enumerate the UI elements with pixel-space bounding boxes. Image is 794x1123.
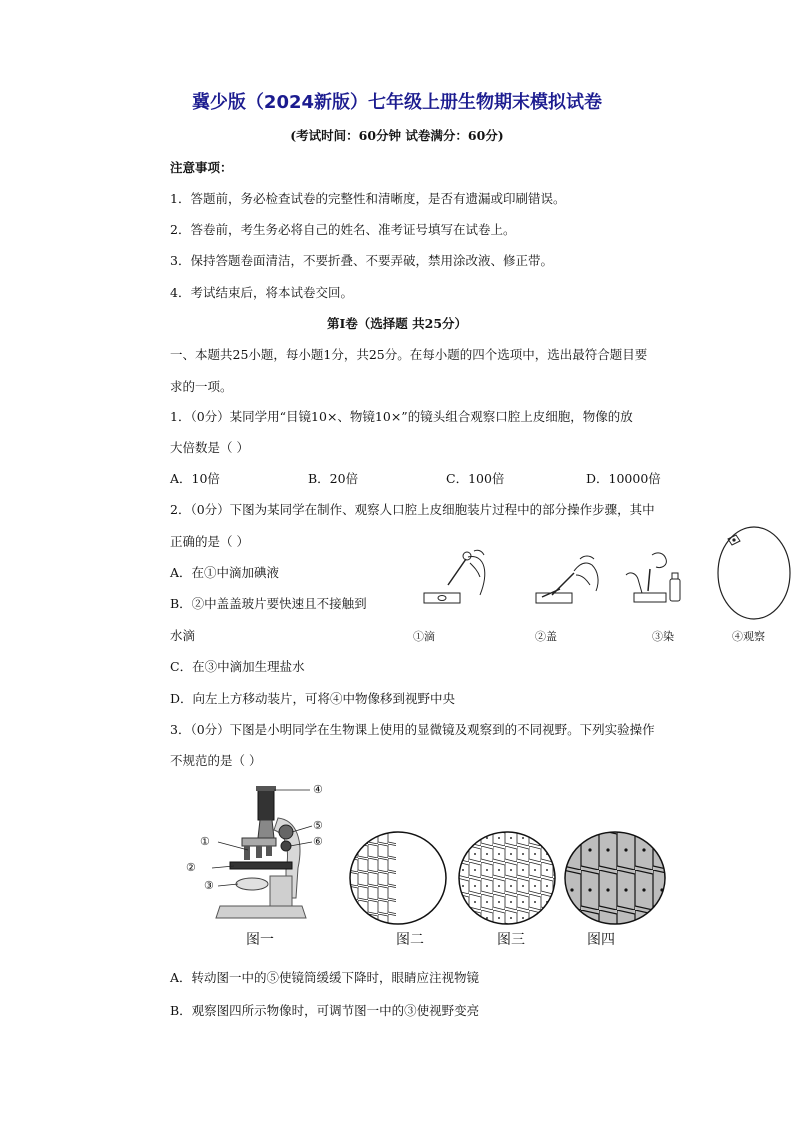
q2-option-b[interactable]: B．②中盖盖玻片要快速且不接触到 xyxy=(170,596,367,611)
question-1-stem: 1．（0分）某同学用“目镜10×、物镜10×”的镜头组合观察口腔上皮细胞，物像的放 xyxy=(170,409,633,424)
field-of-view-figure xyxy=(716,525,792,621)
microscope-figure xyxy=(200,780,335,922)
question-2-stem: 2．（0分）下图为某同学在制作、观察人口腔上皮细胞装片过程中的部分操作步骤，其中 xyxy=(170,502,655,517)
q3-option-b[interactable]: B．观察图四所示物像时，可调节图一中的③使视野变亮 xyxy=(170,1003,480,1018)
step-drip-figure xyxy=(418,545,498,615)
figure-caption-3: 图三 xyxy=(497,932,525,948)
page-title: 冀少版（2024新版）七年级上册生物期末模拟试卷 xyxy=(191,92,603,113)
q3-option-a[interactable]: A．转动图一中的⑤使镜筒缓缓下降时，眼睛应注视物镜 xyxy=(170,970,480,985)
q1-option-b[interactable]: B．20倍 xyxy=(308,471,359,486)
microscope-label-3: ③ xyxy=(204,880,214,892)
q2-option-a[interactable]: A．在①中滴加碘液 xyxy=(170,565,280,580)
field-view-4 xyxy=(563,830,667,926)
section-intro: 求的一项。 xyxy=(170,379,233,394)
question-3-stem: 不规范的是（ ） xyxy=(170,753,262,768)
note-item: 3．保持答题卷面清洁，不要折叠、不要弄破，禁用涂改液、修正带。 xyxy=(170,253,553,268)
step-cover-figure xyxy=(530,545,610,615)
notes-heading: 注意事项： xyxy=(170,160,233,175)
q1-option-a[interactable]: A．10倍 xyxy=(170,471,220,486)
figure-caption-1: 图一 xyxy=(246,932,274,948)
question-3-stem: 3．（0分）下图是小明同学在生物课上使用的显微镜及观察到的不同视野。下列实验操作 xyxy=(170,722,655,737)
note-item: 2．答卷前，考生务必将自己的姓名、准考证号填写在试卷上。 xyxy=(170,222,516,237)
microscope-label-4: ④ xyxy=(313,784,323,796)
q1-option-d[interactable]: D．10000倍 xyxy=(586,471,661,486)
question-1-stem: 大倍数是（ ） xyxy=(170,440,249,455)
field-view-2 xyxy=(348,830,448,926)
note-item: 4．考试结束后，将本试卷交回。 xyxy=(170,285,353,300)
microscope-label-6: ⑥ xyxy=(313,836,323,848)
step-stain-figure xyxy=(622,545,692,615)
figure-label-stain: ③染 xyxy=(652,631,674,643)
q1-option-c[interactable]: C．100倍 xyxy=(446,471,505,486)
figure-caption-2: 图二 xyxy=(396,932,424,948)
question-2-stem: 正确的是（ ） xyxy=(170,534,249,549)
section-intro: 一、本题共25小题，每小题1分，共25分。在每小题的四个选项中，选出最符合题目要 xyxy=(170,347,648,362)
q2-option-c[interactable]: C．在③中滴加生理盐水 xyxy=(170,659,305,674)
q2-option-b-cont[interactable]: 水滴 xyxy=(170,628,196,643)
note-item: 1．答题前，务必检查试卷的完整性和清晰度，是否有遗漏或印刷错误。 xyxy=(170,191,566,206)
exam-info: (考试时间：60分钟 试卷满分：60分) xyxy=(290,128,504,143)
field-view-3 xyxy=(457,830,557,926)
figure-label-cover: ②盖 xyxy=(535,631,557,643)
figure-label-drip: ①滴 xyxy=(413,631,435,643)
microscope-label-1: ① xyxy=(200,836,210,848)
figure-caption-4: 图四 xyxy=(587,932,615,948)
microscope-label-2: ② xyxy=(186,862,196,874)
figure-label-observe: ④观察 xyxy=(732,631,765,643)
q2-option-d[interactable]: D．向左上方移动装片，可将④中物像移到视野中央 xyxy=(170,691,456,706)
microscope-label-5: ⑤ xyxy=(313,820,323,832)
section-title: 第Ⅰ卷（选择题 共25分） xyxy=(326,316,468,331)
